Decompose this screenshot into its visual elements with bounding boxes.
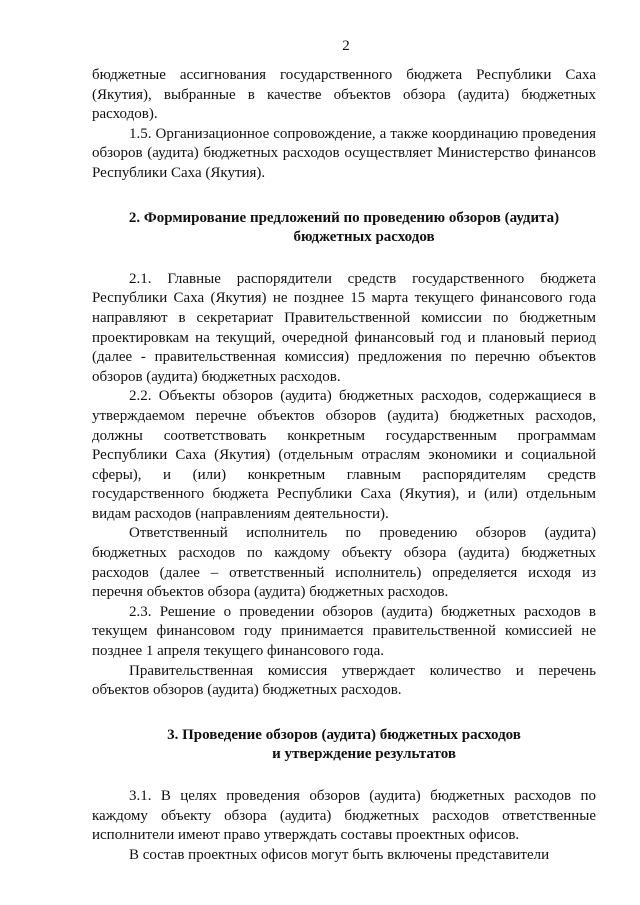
paragraph-1-5: 1.5. Организационное сопровождение, а также координацию проведения обзоров (аудита) бюджетных расходов осуществляет Министерство финансов Республики Саха (Якутия). <box>92 125 596 181</box>
section-2-title-line1: 2. Формирование предложений по проведению обзоров (аудита) <box>128 209 560 226</box>
section-2-heading <box>92 209 596 248</box>
paragraph-2-3-commission: Правительственная комиссия утверждает количество и перечень объектов обзоров (аудита) бюджетных расходов. <box>92 662 596 699</box>
spacer <box>92 248 596 270</box>
paragraph-2-1: 2.1. Главные распорядители средств государственного бюджета Республики Саха (Якутия) не позднее 15 марта текущего финансового года направляют в секретариат Правительственной комиссии по бюджетным проектировкам на текущий, очередной финансовый год и плановый период (далее - правительственная комиссия) предложения по перечню объектов обзоров (аудита) бюджетных расходов. <box>92 270 596 385</box>
page-number: 2 <box>342 38 350 54</box>
paragraph-3-1-offices: В состав проектных офисов могут быть включены представители <box>129 846 550 863</box>
paragraph-3-1: 3.1. В целях проведения обзоров (аудита) бюджетных расходов по каждому объекту обзора (аудита) бюджетных расходов ответственные исполнители имеют право утверждать составы проектных офисов. <box>92 788 596 844</box>
section-2-title-line2: бюджетных расходов <box>293 229 435 246</box>
section-3-title-line2: и утверждение результатов <box>272 746 456 763</box>
section-3-title-line1: 3. Проведение обзоров (аудита) бюджетных расходов <box>167 726 521 743</box>
spacer <box>92 184 596 209</box>
spacer <box>92 701 596 726</box>
paragraph-2-3: 2.3. Решение о проведении обзоров (аудита) бюджетных расходов в текущем финансовом году принимается правительственной комиссией не позднее 1 апреля текущего финансового года. <box>92 603 596 660</box>
paragraph-intro: бюджетные ассигнования государственного бюджета Республики Саха (Якутия), выбранные в качестве объектов обзора (аудита) бюджетных расходов). <box>92 67 596 123</box>
section-3-heading <box>92 726 596 765</box>
paragraph-2-2: 2.2. Объекты обзоров (аудита) бюджетных расходов, содержащиеся в утверждаемом перечне объектов обзоров (аудита) бюджетных расходов, должны соответствовать конкретным государственным программам Республики Саха (Якутия) (отдельным отраслям экономики и социальной сферы), и (или) конкретным главным распорядителям средств государственного бюджета Республики Саха (Якутия), и (или) отдельным видам расходов (направлениям деятельности). <box>92 388 596 522</box>
paragraph-2-2-responsible: Ответственный исполнитель по проведению обзоров (аудита) бюджетных расходов по каждому объекту обзора (аудита) бюджетных расходов (далее – ответственный исполнитель) определяется исходя из перечня объектов обзора (аудита) бюджетных расходов. <box>92 525 596 601</box>
spacer <box>92 765 596 787</box>
